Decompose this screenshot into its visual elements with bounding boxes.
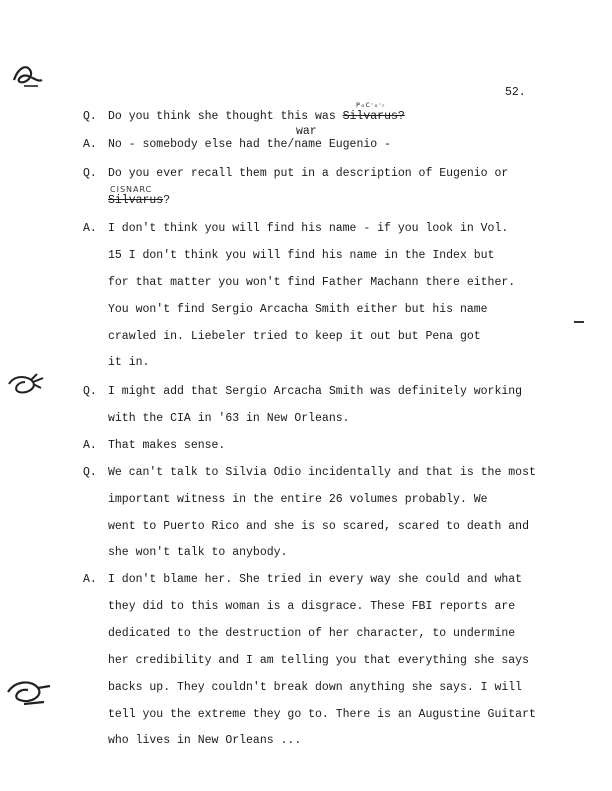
margin-dash	[574, 321, 584, 323]
text-line: Silvarus?	[108, 194, 171, 207]
margin-scribble-top	[8, 60, 48, 92]
page-number: 52.	[505, 86, 526, 99]
margin-scribble-bottom	[4, 676, 54, 710]
speaker-label: A.	[83, 439, 97, 452]
text-line: tell you the extreme they go to. There is an Augustine Guitart	[108, 708, 536, 721]
text-line: Do you ever recall them put in a description of Eugenio or	[108, 167, 509, 180]
text-line: That makes sense.	[108, 439, 226, 452]
speaker-label: Q.	[83, 385, 97, 398]
text-line: I don't think you will find his name - if you look in Vol.	[108, 222, 509, 235]
text-line: crawled in. Liebeler tried to keep it out but Pena got	[108, 330, 481, 343]
text-line: We can't talk to Silvia Odio incidentally and that is the most	[108, 466, 536, 479]
handwritten-correction-1: ᴘₒᴄ·ₒ·ᵣ	[356, 100, 386, 109]
struck-text: Silvarus	[108, 194, 164, 207]
text-line: No - somebody else had the/name Eugenio -	[108, 138, 391, 151]
speaker-label: Q.	[83, 167, 97, 180]
text-line: You won't find Sergio Arcacha Smith either but his name	[108, 303, 488, 316]
text-line: I don't blame her. She tried in every way she could and what	[108, 573, 523, 586]
speaker-label: Q.	[83, 466, 97, 479]
text-line: with the CIA in '63 in New Orleans.	[108, 412, 350, 425]
speaker-label: A.	[83, 222, 97, 235]
speaker-label: A.	[83, 138, 97, 151]
text-line: she won't talk to anybody.	[108, 546, 288, 559]
text-line: who lives in New Orleans ...	[108, 734, 302, 747]
text-line: they did to this woman is a disgrace. These FBI reports are	[108, 600, 516, 613]
handwritten-correction-2: CISNARC	[110, 185, 153, 194]
margin-scribble-middle	[5, 372, 47, 400]
text-line: it in.	[108, 356, 150, 369]
speaker-label: Q.	[83, 110, 97, 123]
text-line: dedicated to the destruction of her character, to undermine	[108, 627, 516, 640]
text-line: for that matter you won't find Father Machann there either.	[108, 276, 516, 289]
text-line: important witness in the entire 26 volumes probably. We	[108, 493, 488, 506]
text-line: I might add that Sergio Arcacha Smith was definitely working	[108, 385, 523, 398]
inserted-word: war	[296, 125, 317, 138]
speaker-label: A.	[83, 573, 97, 586]
text-line: went to Puerto Rico and she is so scared, scared to death and	[108, 520, 529, 533]
text-line: her credibility and I am telling you that everything she says	[108, 654, 529, 667]
text-line: backs up. They couldn't break down anything she says. I will	[108, 681, 523, 694]
text-line: Do you think she thought this was Silvarus?	[108, 110, 405, 123]
struck-text: Silvarus?	[342, 110, 405, 123]
text-line: 15 I don't think you will find his name in the Index but	[108, 249, 495, 262]
